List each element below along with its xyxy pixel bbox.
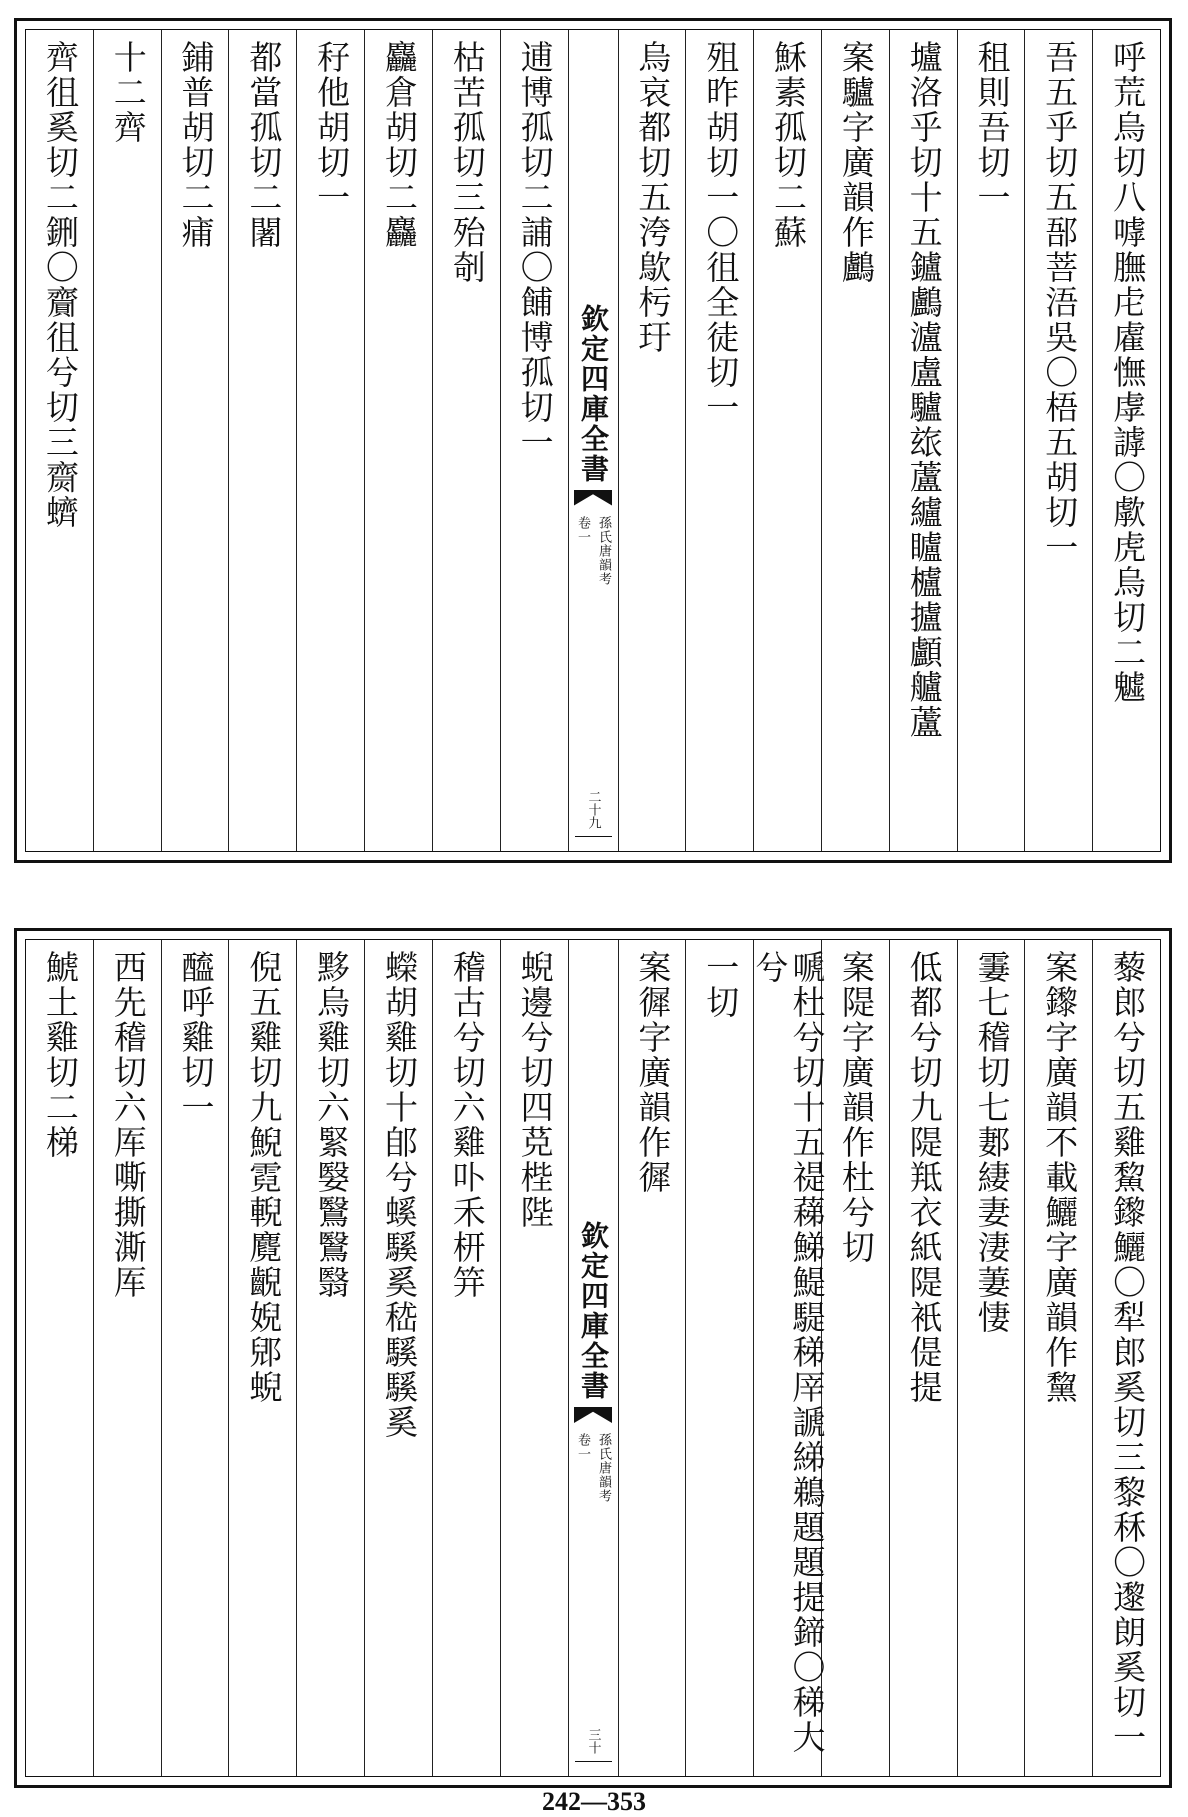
- column-text: 齊徂奚切二鉶〇齎徂兮切三齌蠐: [40, 40, 80, 530]
- text-column: [1024, 940, 1092, 1776]
- column-text: 嗁杜兮切十五禔蕛鮷鯷騠稊厗謕綈鵜題題提鍗〇稊大兮: [750, 950, 827, 1755]
- text-column: [432, 940, 500, 1776]
- folio-number: 三十: [585, 1728, 601, 1754]
- column-text: 西先稽切六厍嘶撕澌厍: [108, 950, 148, 1300]
- column-text: 壚洛乎切十五鑪鸕瀘盧驢玈蘆纑矑櫨攎顱艫蘆: [904, 40, 944, 740]
- column-text: 案鑗字廣韻不載鱺字廣韻作黧: [1040, 950, 1080, 1405]
- text-column: [750, 940, 827, 1776]
- text-column: [161, 940, 229, 1776]
- text-column: [1092, 940, 1160, 1776]
- column-text: 租則吾切一: [972, 40, 1012, 215]
- text-column: [889, 940, 957, 1776]
- column-grid: [25, 939, 1161, 1777]
- text-column: [26, 30, 93, 851]
- text-column: [364, 30, 432, 851]
- column-text: 蠑胡雞切十郋兮螇騱奚嵇騱騱奚: [379, 950, 419, 1440]
- text-column: [26, 940, 93, 1776]
- column-text: 秄他胡切一: [312, 40, 352, 215]
- text-column: [296, 30, 364, 851]
- page-bottom: [14, 928, 1172, 1788]
- text-column: [161, 30, 229, 851]
- column-text: 烏哀都切五洿歍杇玗: [633, 40, 673, 355]
- center-info: [573, 1433, 613, 1503]
- column-text: 枯苦孤切三殆剞: [447, 40, 487, 285]
- volume-label: 卷一: [575, 1433, 590, 1461]
- text-column: [93, 30, 161, 851]
- text-column: [685, 940, 753, 1776]
- text-column: [957, 30, 1025, 851]
- center-rule: [575, 836, 612, 837]
- series-title: 欽定四庫全書: [577, 303, 610, 484]
- column-text: 一切: [701, 950, 741, 1020]
- folio-number: 二十九: [585, 790, 601, 829]
- text-column: [93, 940, 161, 1776]
- page-reference-number: 242—353: [542, 1787, 646, 1816]
- center-info: [573, 516, 613, 586]
- book-title: 孫氏唐韻考: [596, 1433, 611, 1503]
- text-column: [228, 940, 296, 1776]
- fishtail-mark-icon: [574, 490, 612, 506]
- text-column: [618, 30, 686, 851]
- column-text: 鯱土雞切二梯: [40, 950, 80, 1160]
- column-text: 藜郎兮切五雞鯬鑗鱺〇犁郎奚切三黎秝〇邌朗奚切一: [1108, 950, 1148, 1755]
- column-text: 黟烏雞切六緊嫛鷖鷖翳: [312, 950, 352, 1300]
- text-column: [618, 940, 686, 1776]
- column-text: 倪五雞切九鯢霓輗麑齯婗郳蜺: [244, 950, 284, 1405]
- column-text: 醯呼雞切一: [176, 950, 216, 1125]
- text-column: [957, 940, 1025, 1776]
- column-text: 霋七稽切七郪緀妻淒萋悽: [972, 950, 1012, 1335]
- column-text: 案驢字廣韻作鸕: [836, 40, 876, 285]
- center-column: [568, 940, 618, 1776]
- column-text: 鋪普胡切二痡: [176, 40, 216, 250]
- page-top: [14, 18, 1172, 863]
- column-text: 呼荒烏切八嘑膴虍雐憮虖謼〇歑虎烏切二魖: [1108, 40, 1148, 705]
- volume-label: 卷一: [575, 515, 590, 544]
- series-title: 欽定四庫全書: [577, 1221, 610, 1401]
- column-text: 稽古兮切六雞卟禾枅笄: [447, 950, 487, 1300]
- column-text: 案隄字廣韻作杜兮切: [836, 950, 876, 1265]
- column-text: 殂昨胡切一〇徂全徒切一: [701, 40, 741, 425]
- column-text: 低都兮切九隄羝衣紙隄衹偍提: [904, 950, 944, 1405]
- center-column: [568, 30, 618, 851]
- column-text: 十二齊: [108, 40, 148, 145]
- text-column: [228, 30, 296, 851]
- text-column: [1024, 30, 1092, 851]
- text-column: [296, 940, 364, 1776]
- column-text: 蜺邊兮切四莌梐陛: [515, 950, 555, 1230]
- column-text: 逋博孤切二誧〇餔博孤切一: [515, 40, 555, 460]
- column-grid: [25, 29, 1161, 852]
- column-text: 麤倉胡切二麤: [379, 40, 419, 250]
- fishtail-mark-icon: [574, 1407, 612, 1423]
- column-text: 穌素孤切二蘇: [769, 40, 808, 250]
- text-column: [821, 940, 889, 1776]
- text-column: [500, 30, 568, 851]
- text-column: [821, 30, 889, 851]
- text-column: [1092, 30, 1160, 851]
- text-column: [364, 940, 432, 1776]
- column-text: 吾五乎切五郚菩浯吳〇梧五胡切一: [1040, 40, 1080, 565]
- text-column: [685, 30, 753, 851]
- text-column: [753, 30, 821, 851]
- column-text: 都當孤切二闍: [244, 40, 284, 250]
- center-rule: [575, 1761, 612, 1762]
- column-text: 案徲字廣韻作徲: [633, 950, 673, 1195]
- text-column: [889, 30, 957, 851]
- book-title: 孫氏唐韻考: [596, 515, 611, 586]
- text-column: [500, 940, 568, 1776]
- text-column: [432, 30, 500, 851]
